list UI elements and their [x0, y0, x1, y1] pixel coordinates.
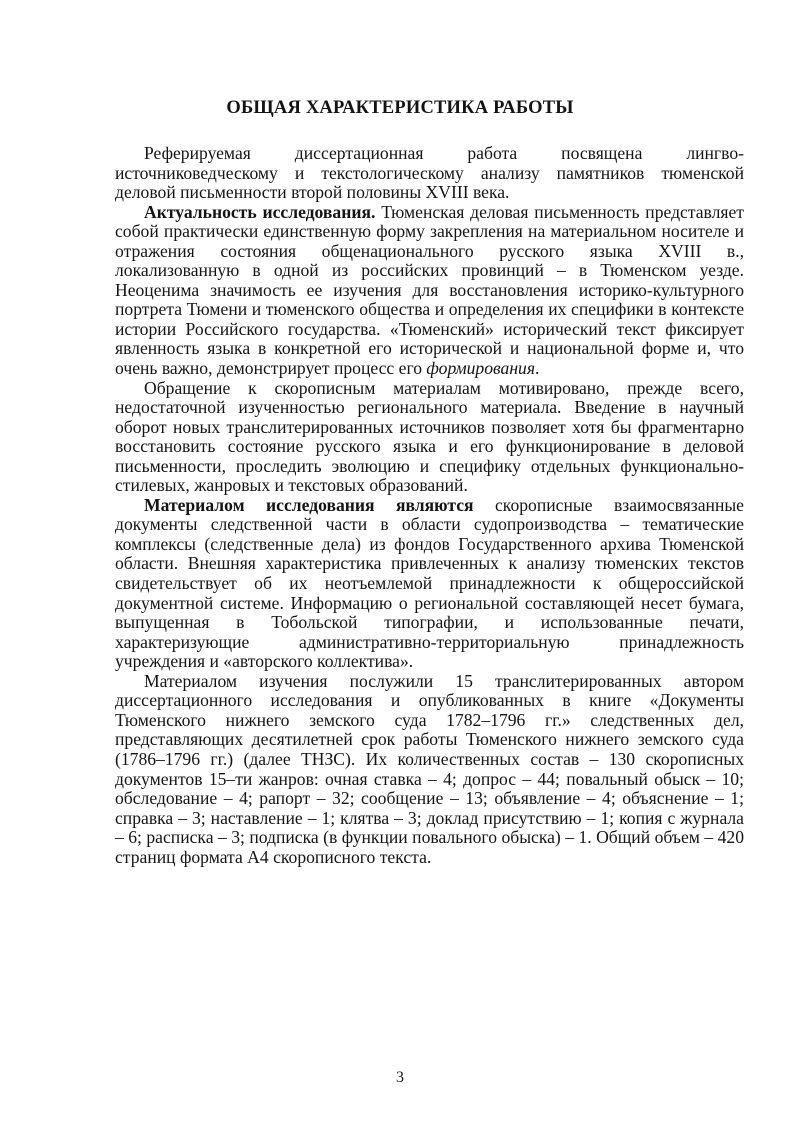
body-text: [115, 144, 744, 867]
paragraph-tail: .: [535, 358, 540, 379]
paragraph-text: Тюменская деловая письменность представляет собой практически единственную форму закрепления на материальном носителе и отражения состояния общенационального русского языка XVIII в., локализованную в одной из российских провинций – в Тюменском уезде. Неоценима значимость ее изучения для восстановления историко-культурного портрета Тюмени и тюменского общества и определения их специфики в контексте истории Российского государства. «Тюменский» исторический текст фиксирует явленность языка в конкретной его исторической и национальной форме и, что очень важно, демонстрирует процесс его: [115, 201, 744, 379]
paragraph-lead: Актуальность исследования.: [144, 201, 376, 222]
paragraph-text: Обращение к скорописным материалам мотивировано, прежде всего, недостаточной изученностью регионального материала. Введение в научный оборот новых транслитерированных источников позволяет хотя бы фрагментарно восстановить состояние русского языка и его функционирование в деловой письменности, проследить эволюцию и специфику отдельных функционально-стилевых, жанровых и текстовых образований.: [115, 377, 744, 496]
paragraph-text: Реферируемая диссертационная работа посвящена лингво-источниковедческому и текстологическому анализу памятников тюменской деловой письменности второй половины XVIII века.: [115, 143, 744, 203]
paragraph-emphasis: формирования: [426, 358, 536, 379]
paragraph-material: [115, 496, 744, 672]
paragraph-intro: [115, 144, 744, 203]
paragraph-relevance: [115, 203, 744, 379]
paragraph-sources: [115, 672, 744, 867]
paragraph-motivation: [115, 379, 744, 496]
paragraph-lead: Материалом исследования являются: [144, 494, 474, 515]
paragraph-text: скорописные взаимосвязанные документы следственной части в области судопроизводства – тематические комплексы (следственные дела) из фондов Государственного архива Тюменской области. Внешняя характеристика привлеченных к анализу тюменских текстов свидетельствует об их неотъемлемой принадлежности к общероссийской документной системе. Информацию о региональной составляющей несет бумага, выпущенная в Тобольской типографии, и использованные печати, характеризующие административно-территориальную принадлежность учреждения и «авторского коллектива».: [115, 494, 744, 672]
page-title: ОБЩАЯ ХАРАКТЕРИСТИКА РАБОТЫ: [226, 98, 574, 118]
page-number: 3: [396, 1069, 404, 1086]
paragraph-text: Материалом изучения послужили 15 транслитерированных автором диссертационного исследования и опубликованных в книге «Документы Тюменского нижнего земского суда 1782–1796 гг.» следственных дел, представляющих десятилетней срок работы Тюменского нижнего земского суда (1786–1796 гг.) (далее ТНЗС). Их количественных состав – 130 скорописных документов 15–ти жанров: очная ставка – 4; допрос – 44; повальный обыск – 10; обследование – 4; рапорт – 32; сообщение – 13; объявление – 4; объяснение – 1; справка – 3; наставление – 1; клятва – 3; доклад присутствию – 1; копия с журнала – 6; расписка – 3; подписка (в функции повального обыска) – 1. Общий объем – 420 страниц формата А4 скорописного текста.: [115, 670, 744, 867]
